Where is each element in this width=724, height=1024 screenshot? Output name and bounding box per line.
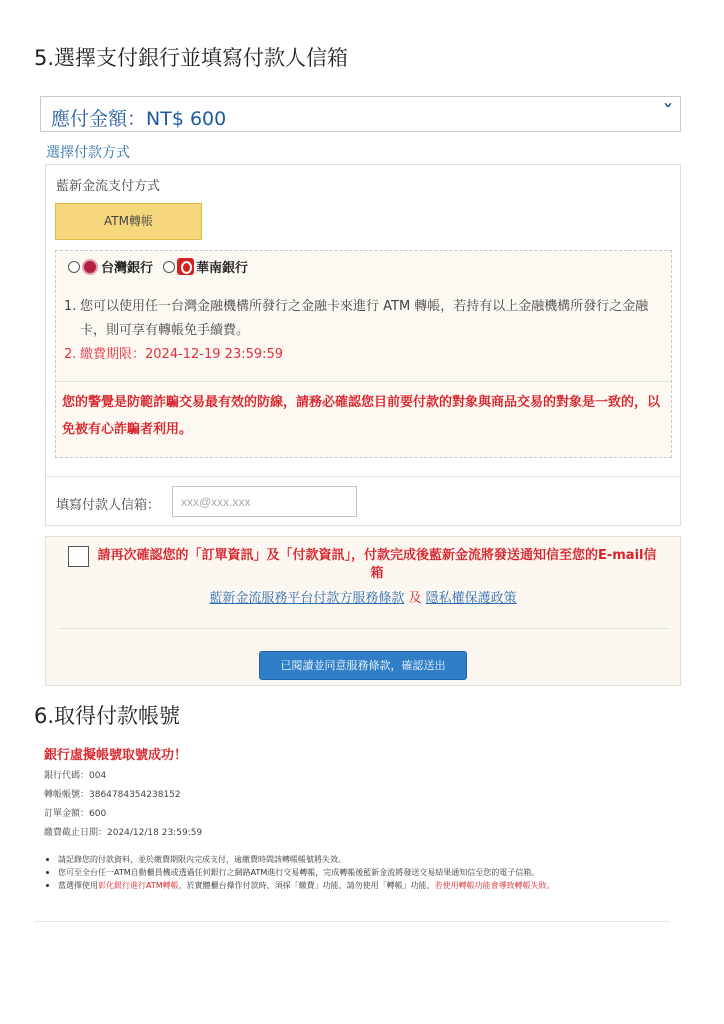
order-amount: 訂單金額：600 bbox=[44, 809, 107, 819]
success-message: 銀行虛擬帳號取號成功！ bbox=[44, 748, 188, 763]
payer-email-input[interactable] bbox=[172, 486, 357, 517]
privacy-link[interactable]: 隱私權保護政策 bbox=[425, 591, 517, 606]
terms-link[interactable]: 藍新金流服務平台付款方服務條款 bbox=[209, 591, 405, 606]
payment-panel bbox=[45, 164, 681, 526]
provider-label: 藍新金流支付方式 bbox=[56, 179, 161, 194]
section-5-title: 5.選擇支付銀行並填寫付款人信箱 bbox=[34, 46, 349, 70]
submit-button[interactable]: 已閱讀並同意服務條款，確認送出 bbox=[259, 651, 467, 680]
confirm-panel bbox=[45, 536, 681, 686]
bank-options bbox=[68, 257, 248, 276]
list-item: 您可至全台任一ATM自動櫃員機或透過任何銀行之網路ATM進行交易轉帳，完成轉帳後藍新金流將發送交易結果通知信至您的電子信箱。 bbox=[44, 866, 674, 879]
chevron-down-icon[interactable]: ˅ bbox=[662, 101, 674, 120]
bank-code: 銀行代碼：004 bbox=[44, 771, 107, 781]
section-6-title: 6.取得付款帳號 bbox=[34, 704, 181, 728]
huanan-bank-logo-icon bbox=[177, 258, 194, 275]
fraud-warning: 您的警覺是防範詐騙交易最有效的防線，請務必確認您目前要付款的對象與商品交易的對象是一致的，以免被有心詐騙者利用。 bbox=[62, 395, 661, 437]
divider bbox=[58, 628, 670, 629]
account-result bbox=[44, 744, 674, 892]
divider bbox=[46, 476, 680, 477]
bank-radio-huanan[interactable] bbox=[163, 261, 175, 273]
transfer-account: 轉帳帳號：3864784354238152 bbox=[44, 790, 181, 800]
bank-selection-panel bbox=[55, 250, 672, 458]
payment-notes bbox=[64, 295, 664, 367]
divider bbox=[56, 381, 671, 382]
amount-dropdown[interactable] bbox=[40, 96, 681, 132]
note-item: 1. 您可以使用任一台灣金融機構所發行之金融卡來進行 ATM 轉帳，若持有以上金融機構所發行之金融卡，則可享有轉帳免手續費。 bbox=[64, 299, 649, 338]
bank-label-taiwan[interactable]: 台灣銀行 bbox=[101, 261, 154, 276]
terms-links: 藍新金流服務平台付款方服務條款 及 隱私權保護政策 bbox=[209, 591, 517, 606]
payer-email-label: 填寫付款人信箱： bbox=[56, 498, 161, 513]
bank-radio-taiwan[interactable] bbox=[68, 261, 80, 273]
bank-label-huanan[interactable]: 華南銀行 bbox=[196, 261, 249, 276]
result-notes bbox=[44, 853, 674, 892]
divider bbox=[34, 921, 670, 922]
atm-transfer-button[interactable]: ATM轉帳 bbox=[55, 203, 202, 240]
payment-method-label: 選擇付款方式 bbox=[46, 145, 130, 161]
amount-due: 應付金額：NT$ 600 bbox=[51, 108, 227, 130]
payment-deadline: 2. 繳費期限：2024-12-19 23:59:59 bbox=[64, 347, 284, 362]
list-item: 當選擇使用彰化銀行進行ATM轉帳，於實體櫃台操作付款時，須採「繳費」功能，請勿使用「轉帳」功能，若使用轉帳功能會導致轉帳失敗。 bbox=[44, 879, 674, 892]
list-item: 請記錄您的付款資料，並於繳費期限內完成支付，逾繳費時間該轉帳帳號將失效。 bbox=[44, 853, 674, 866]
confirm-text: 請再次確認您的「訂單資訊」及「付款資訊」，付款完成後藍新金流將發送通知信至您的E-mail信箱 bbox=[97, 548, 657, 581]
taiwan-bank-logo-icon bbox=[82, 259, 98, 275]
confirm-checkbox[interactable] bbox=[68, 546, 89, 567]
payment-deadline-date: 繳費截止日期：2024/12/18 23:59:59 bbox=[44, 828, 203, 838]
